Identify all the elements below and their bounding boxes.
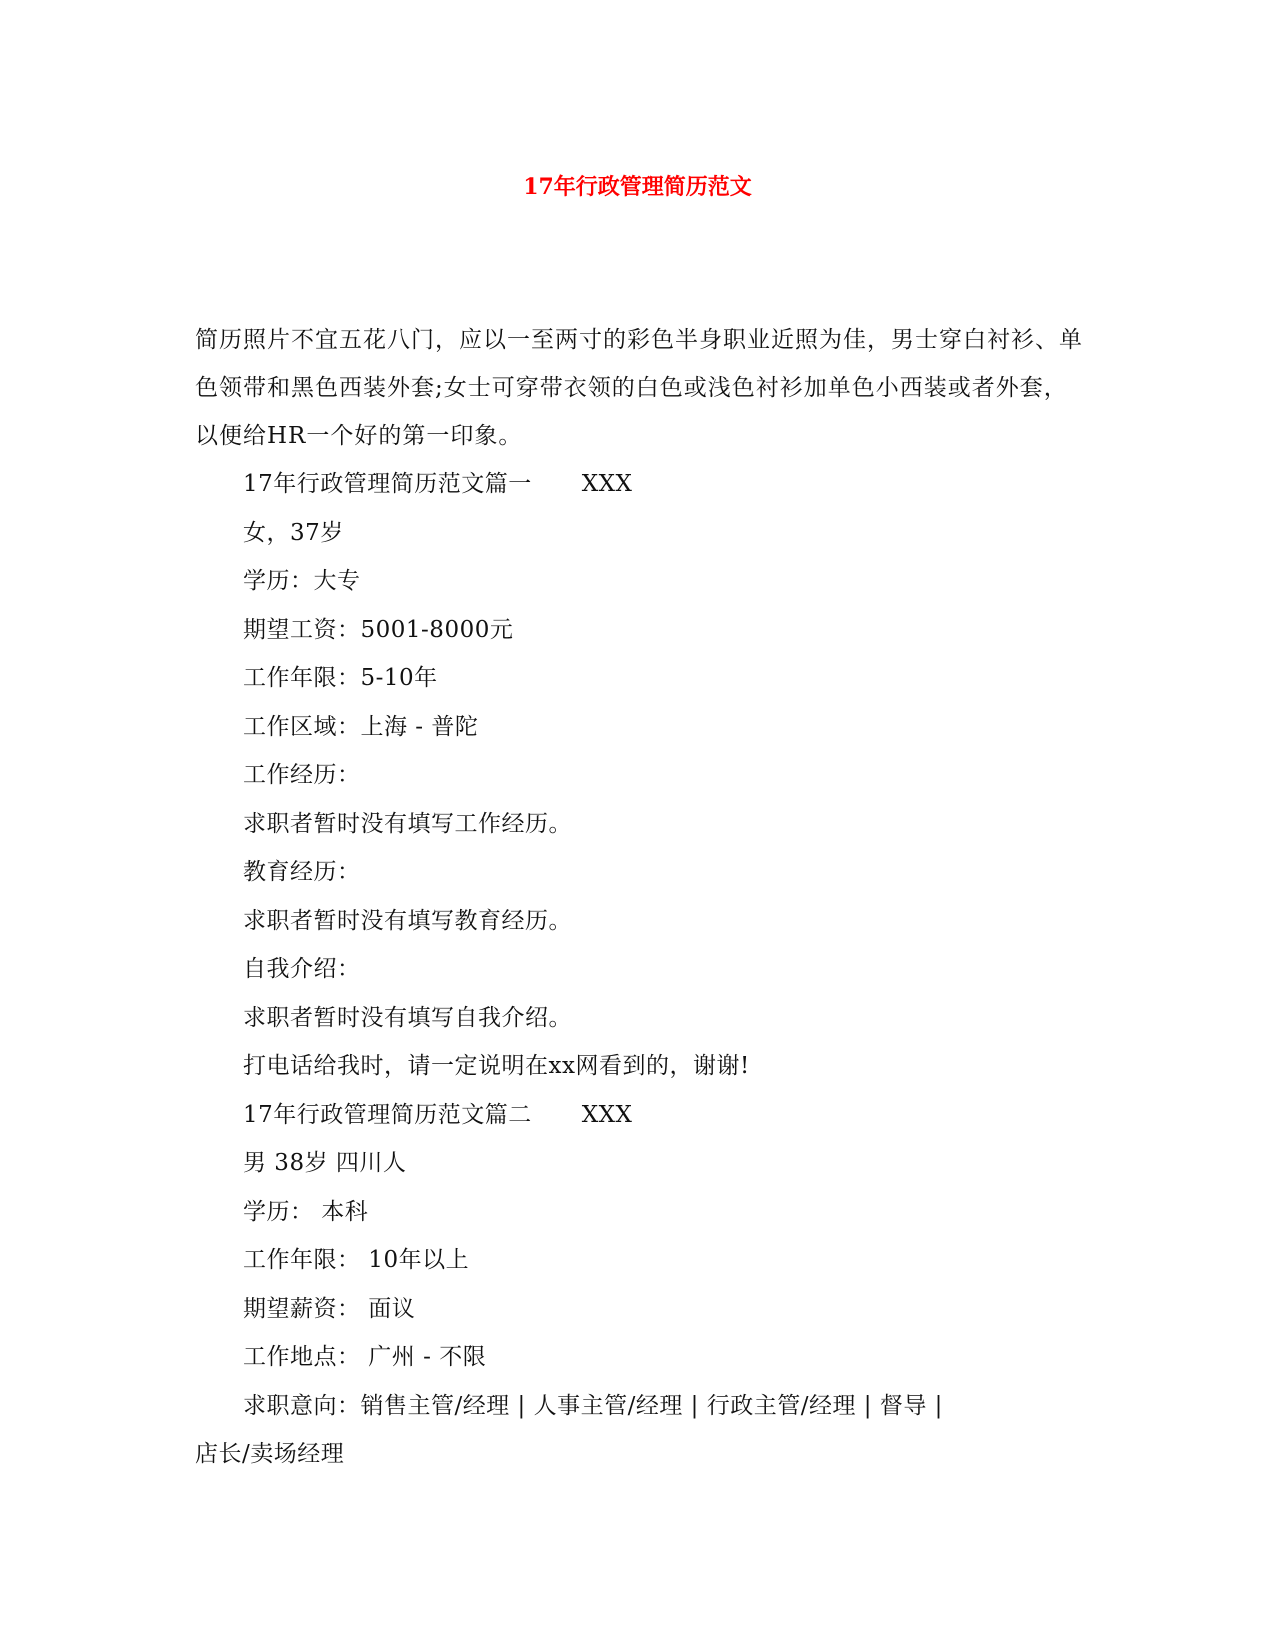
section1-salary: 期望工资：5001-8000元	[243, 616, 514, 643]
document-title: 17年行政管理简历范文	[523, 174, 752, 200]
section1-work-label: 工作经历：	[243, 762, 361, 788]
section1-area: 工作区域：上海 - 普陀	[243, 713, 479, 740]
section1-heading-line	[195, 460, 1085, 509]
intro-paragraph: 简历照片不宜五花八门，应以一至两寸的彩色半身职业近照为佳，男士穿白衬衫、单色领带和黑色西装外套;女士可穿带衣领的白色或浅色衬衫加单色小西装或者外套，以便给HR一个好的第一印象。	[195, 327, 1083, 449]
section2-salary: 期望薪资： 面议	[243, 1295, 416, 1322]
section2-education: 学历： 本科	[243, 1198, 369, 1225]
section2-heading: 17年行政管理简历范文篇二	[243, 1101, 532, 1128]
section2-years: 工作年限： 10年以上	[243, 1247, 470, 1273]
resume-lines	[195, 460, 1085, 1479]
section1-gender-age: 女，37岁	[243, 519, 344, 546]
section2-basic: 男 38岁 四川人	[243, 1150, 407, 1176]
section2-location: 工作地点： 广州 - 不限	[243, 1344, 487, 1370]
section1-name: XXX	[581, 471, 633, 497]
section1-edu-label: 教育经历：	[243, 859, 361, 885]
section1-heading: 17年行政管理简历范文篇一	[243, 471, 532, 497]
section1-self-label: 自我介绍：	[243, 956, 361, 982]
section1-work-text: 求职者暂时没有填写工作经历。	[243, 810, 572, 837]
section2-name: XXX	[581, 1101, 633, 1128]
section1-self-text: 求职者暂时没有填写自我介绍。	[243, 1004, 572, 1031]
section1-years: 工作年限：5-10年	[243, 665, 438, 691]
section1-education: 学历：大专	[243, 568, 361, 594]
section2-intent-continued: 店长/卖场经理	[195, 1441, 345, 1467]
section2-intent: 求职意向：销售主管/经理 | 人事主管/经理 | 行政主管/经理 | 督导 |	[243, 1392, 943, 1419]
section2-heading-line	[195, 1091, 1085, 1140]
section1-edu-text: 求职者暂时没有填写教育经历。	[243, 907, 572, 934]
section1-call-note: 打电话给我时，请一定说明在xx网看到的，谢谢!	[243, 1053, 750, 1079]
